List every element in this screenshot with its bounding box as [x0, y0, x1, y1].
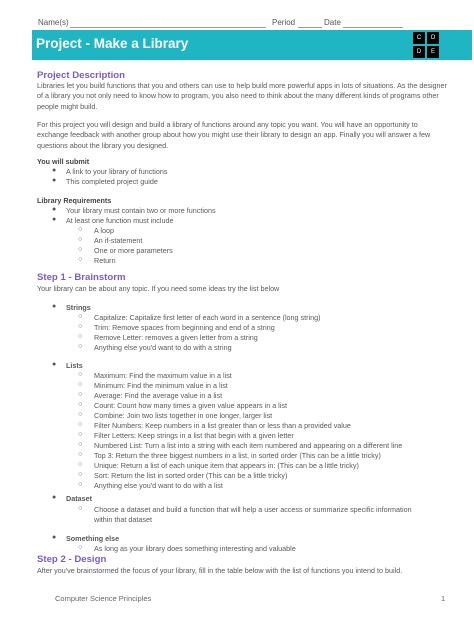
- names-label: Name(s): [38, 18, 69, 27]
- sub-bullet: ○: [78, 391, 83, 398]
- bullet: ●: [52, 167, 57, 174]
- dataset-label: Dataset: [66, 494, 92, 503]
- dataset-item-line2: within that dataset: [94, 515, 152, 524]
- lists-item: Sort: Return the list in sorted order (This can be a little tricky): [94, 471, 288, 480]
- requirement-sub-item: An if-statement: [94, 236, 143, 245]
- lists-item: Filter Numbers: Keep numbers in a list greater than or less than a provided value: [94, 421, 351, 430]
- strings-item: Remove Letter: removes a given letter from a string: [94, 333, 258, 342]
- description-paragraph-1: Libraries let you build functions that you and others can use to help build more powerful apps in lots of situations. As the designer of a library you not only need to know how to program, you also need to think about the many different kinds of programs other people might build.: [37, 81, 447, 111]
- bullet: ●: [52, 494, 57, 501]
- bullet: ●: [52, 534, 57, 541]
- requirement-sub-item: A loop: [94, 226, 114, 235]
- bullet: ●: [52, 303, 57, 310]
- footer-page-number: 1: [441, 594, 446, 603]
- logo-letter-c: C: [412, 31, 426, 45]
- lists-label: Lists: [66, 361, 83, 370]
- lists-item: Anything else you'd want to do with a list: [94, 481, 223, 490]
- lists-item: Maximum: Find the maximum value in a list: [94, 371, 232, 380]
- period-label: Period: [272, 18, 296, 27]
- requirement-sub-item: Return: [94, 256, 116, 265]
- step1-heading: Step 1 - Brainstorm: [37, 272, 126, 283]
- sub-bullet: ○: [78, 246, 83, 253]
- requirement-item: At least one function must include: [66, 216, 174, 225]
- lists-item: Numbered List: Turn a list into a string with each item numbered and appearing on a different line: [94, 441, 403, 450]
- lists-item: Count: Count how many times a given value appears in a list: [94, 401, 287, 410]
- submit-item: This completed project guide: [66, 177, 158, 186]
- bullet: ●: [52, 361, 57, 368]
- sub-bullet: ○: [78, 441, 83, 448]
- submit-label: You will submit: [37, 157, 90, 166]
- sub-bullet: ○: [78, 451, 83, 458]
- step2-heading: Step 2 - Design: [37, 554, 107, 565]
- something-else-item: As long as your library does something interesting and valuable: [94, 544, 296, 553]
- logo-letter-d: D: [412, 45, 426, 59]
- sub-bullet: ○: [78, 333, 83, 340]
- bullet: ●: [52, 206, 57, 213]
- requirement-sub-item: One or more parameters: [94, 246, 173, 255]
- sub-bullet: ○: [78, 226, 83, 233]
- lists-item: Unique: Return a list of each unique item that appears in: (This can be a little tricky): [94, 461, 359, 470]
- lists-item: Average: Find the average value in a list: [94, 391, 223, 400]
- sub-bullet: ○: [78, 505, 83, 512]
- bullet: ●: [52, 177, 57, 184]
- sub-bullet: ○: [78, 236, 83, 243]
- sub-bullet: ○: [78, 323, 83, 330]
- requirement-item: Your library must contain two or more functions: [66, 206, 216, 215]
- step2-intro: After you've brainstormed the focus of your library, fill in the table below with the list of functions you intend to build.: [37, 566, 403, 575]
- page-title: Project - Make a Library: [36, 36, 189, 51]
- logo-letter-o: O: [426, 31, 440, 45]
- sub-bullet: ○: [78, 256, 83, 263]
- sub-bullet: ○: [78, 421, 83, 428]
- lists-item: Filter Letters: Keep strings in a list that begin with a given letter: [94, 431, 294, 440]
- footer-course: Computer Science Principles: [55, 594, 152, 603]
- strings-item: Trim: Remove spaces from beginning and end of a string: [94, 323, 275, 332]
- logo-letter-e: E: [426, 45, 440, 59]
- period-blank: [298, 27, 322, 28]
- something-else-label: Something else: [66, 534, 120, 543]
- sub-bullet: ○: [78, 313, 83, 320]
- lists-item: Combine: Join two lists together in one longer, larger list: [94, 411, 273, 420]
- sub-bullet: ○: [78, 481, 83, 488]
- bullet: ●: [52, 216, 57, 223]
- sub-bullet: ○: [78, 544, 83, 551]
- code-logo: [412, 31, 440, 59]
- dataset-item-line1: Choose a dataset and build a function that will help a user access or summarize specific information: [94, 505, 412, 514]
- sub-bullet: ○: [78, 471, 83, 478]
- names-blank: [70, 27, 266, 28]
- sub-bullet: ○: [78, 431, 83, 438]
- strings-item: Capitalize: Capitalize first letter of each word in a sentence (long string): [94, 313, 321, 322]
- sub-bullet: ○: [78, 401, 83, 408]
- sub-bullet: ○: [78, 343, 83, 350]
- description-heading: Project Description: [37, 70, 125, 81]
- requirements-label: Library Requirements: [37, 196, 112, 205]
- date-blank: [343, 27, 403, 28]
- sub-bullet: ○: [78, 371, 83, 378]
- date-label: Date: [324, 18, 341, 27]
- strings-item: Anything else you'd want to do with a string: [94, 343, 232, 352]
- sub-bullet: ○: [78, 381, 83, 388]
- lists-item: Minimum: Find the minimum value in a list: [94, 381, 228, 390]
- submit-item: A link to your library of functions: [66, 167, 168, 176]
- description-paragraph-2: For this project you will design and build a library of functions around any topic you want. You will have an opportunity to exchange feedback with another group about how you might use their library to design an app. Finally you will answer a few questions about the library you designed.: [37, 120, 431, 150]
- sub-bullet: ○: [78, 411, 83, 418]
- sub-bullet: ○: [78, 461, 83, 468]
- step1-intro: Your library can be about any topic. If you need some ideas try the list below: [37, 284, 280, 293]
- strings-label: Strings: [66, 303, 91, 312]
- lists-item: Top 3: Return the three biggest numbers in a list, in sorted order (This can be a little tricky): [94, 451, 381, 460]
